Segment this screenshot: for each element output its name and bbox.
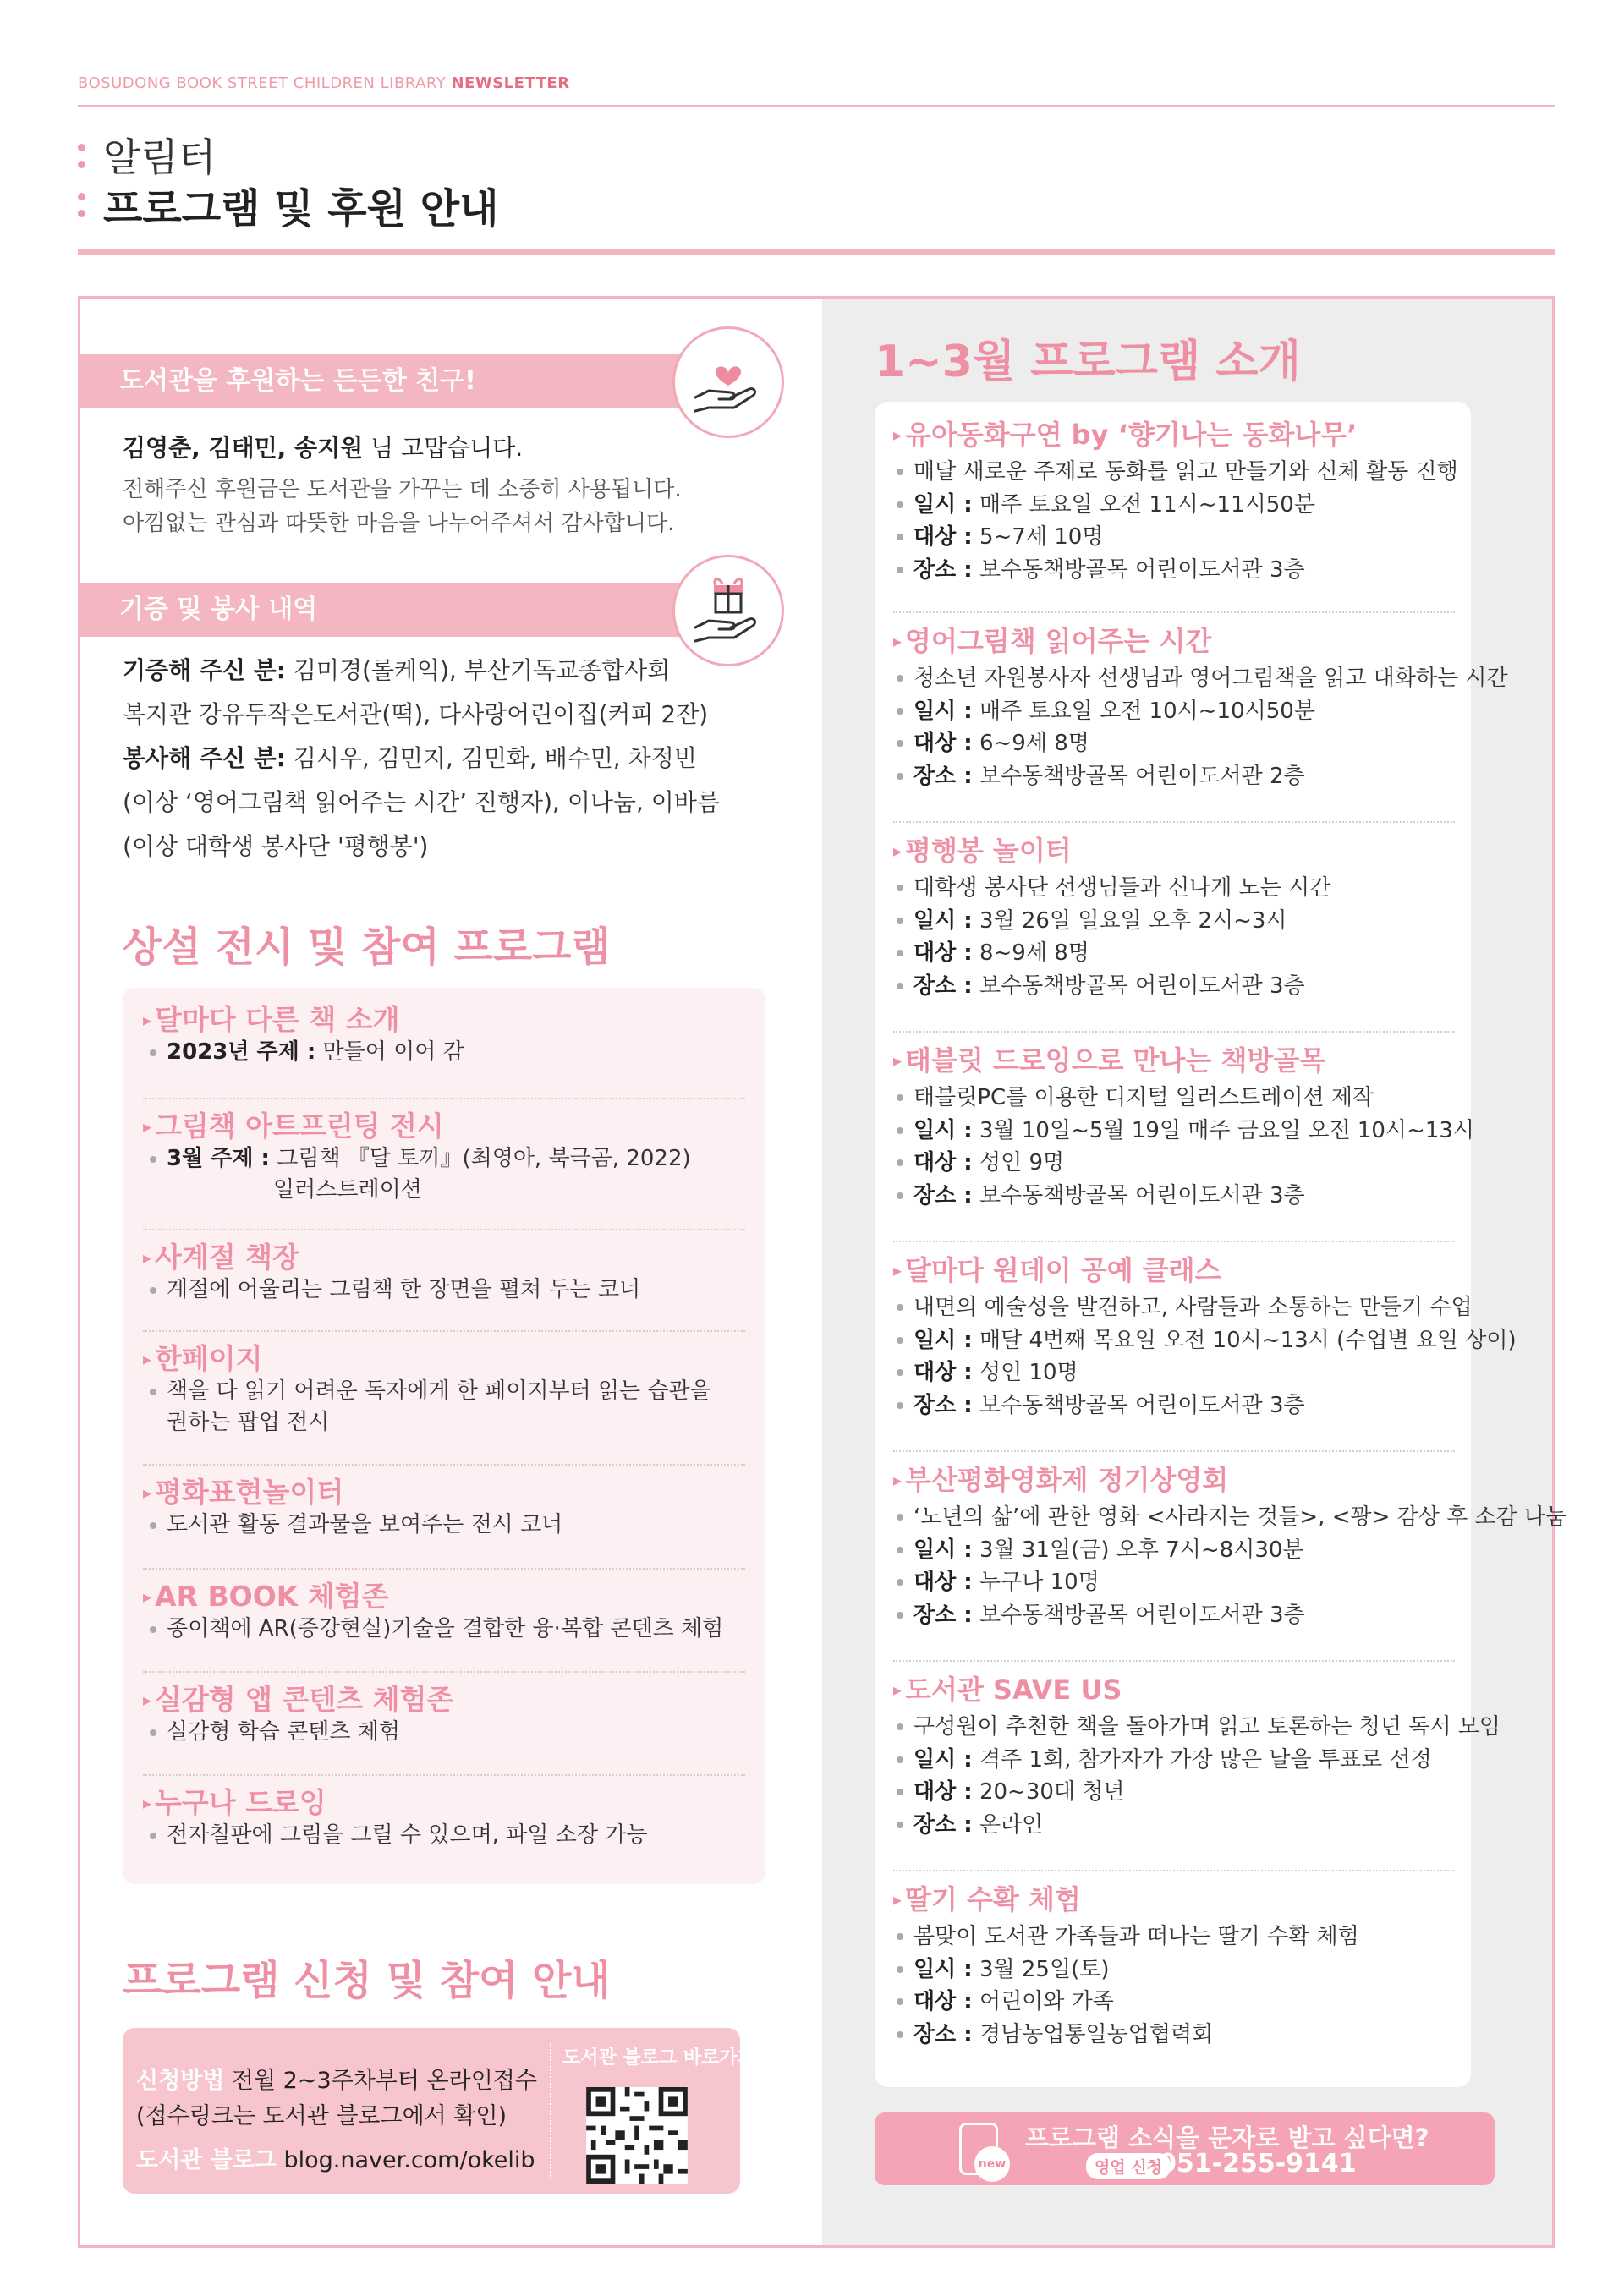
new-badge: new (974, 2146, 1010, 2182)
permanent-item (143, 1774, 745, 1851)
sms-subscribe-bar[interactable] (875, 2112, 1495, 2185)
program-desc: 구성원이 추천한 책을 돌아가며 읽고 토론하는 청년 독서 모임 (893, 1711, 1455, 1743)
program-item (893, 1031, 1475, 1212)
programs-heading: 1~3월 프로그램 소개 (875, 337, 1301, 387)
program-title: ▸ 태블릿 드로잉으로 만나는 책방골목 (893, 1044, 1326, 1077)
program-title: ▸ 평행봉 놀이터 (893, 835, 1072, 867)
permanent-item-title: ▸ 실감형 앱 콘텐츠 체험존 (143, 1683, 454, 1716)
main-frame (78, 296, 1567, 2248)
newsletter-label: BOSUDONG BOOK STREET CHILDREN LIBRARY NEWSLETTER (78, 74, 570, 92)
permanent-item (143, 1003, 745, 1068)
donations-band: 기증 및 봉사 내역 (80, 583, 740, 637)
program-item (893, 1241, 1517, 1422)
program-place: 장소 : 경남농업통일농업협력회 (893, 2019, 1455, 2051)
volunteers-line-3: (이상 대학생 봉사단 '평행봉') (123, 832, 429, 860)
program-desc: ‘노년의 삶’에 관한 영화 <사라지는 것들>, <꽝> 감상 후 소감 나눔 (893, 1501, 1455, 1533)
program-target: 대상 : 8~9세 8명 (893, 937, 1455, 969)
program-item (893, 419, 1458, 586)
program-item (893, 1450, 1567, 1631)
program-title: ▸ 유아동화구연 by ‘향기나는 동화나무’ (893, 419, 1358, 451)
page-title: 프로그램 및 후원 안내 (103, 185, 499, 233)
blog-link[interactable]: 도서관 블로그 blog.naver.com/okelib (136, 2147, 535, 2173)
program-target: 대상 : 누구나 10명 (893, 1566, 1455, 1598)
program-date: 일시 : 매주 토요일 오전 10시~10시50분 (893, 695, 1455, 727)
sms-headline: 프로그램 소식을 문자로 받고 싶다면? (1025, 2123, 1429, 2152)
program-place: 장소 : 보수동책방골목 어린이도서관 3층 (893, 1180, 1455, 1212)
volunteers-line-1: 봉사해 주신 분: 김시우, 김민지, 김민화, 배수민, 차정빈 (123, 744, 697, 772)
program-date: 일시 : 3월 10일~5월 19일 매주 금요일 오전 10시~13시 (893, 1115, 1455, 1147)
title-dot (78, 210, 85, 217)
triangle-icon: ▸ (893, 1050, 903, 1071)
program-target: 대상 : 성인 9명 (893, 1147, 1455, 1179)
triangle-icon: ▸ (143, 1793, 152, 1813)
program-date: 일시 : 3월 26일 일요일 오후 2시~3시 (893, 905, 1455, 937)
section-label: 알림터 (103, 134, 217, 180)
triangle-icon: ▸ (143, 1247, 152, 1268)
permanent-item-title: ▸ 누구나 드로잉 (143, 1786, 326, 1819)
permanent-item-desc: 실감형 학습 콘텐츠 체험 (143, 1717, 745, 1749)
program-target: 대상 : 성인 10명 (893, 1356, 1455, 1389)
triangle-icon: ▸ (143, 1690, 152, 1710)
qr-code-icon[interactable] (586, 2087, 688, 2184)
program-item (893, 1870, 1455, 2051)
program-title: ▸ 영어그림책 읽어주는 시간 (893, 625, 1212, 657)
triangle-icon: ▸ (893, 631, 903, 651)
permanent-item (143, 1568, 745, 1645)
blog-go-label: 도서관 블로그 바로가기 (562, 2047, 755, 2069)
sponsor-message-2: 아낌없는 관심과 따뜻한 마음을 나누어주셔서 감사합니다. (123, 511, 675, 536)
permanent-item-desc: 전자칠판에 그림을 그릴 수 있으며, 파일 소장 가능 (143, 1820, 745, 1852)
program-title: ▸ 달마다 원데이 공예 클래스 (893, 1254, 1221, 1286)
program-date: 일시 : 매달 4번째 목요일 오전 10시~13시 (수업별 요일 상이) (893, 1324, 1455, 1356)
program-target: 대상 : 6~9세 8명 (893, 727, 1455, 759)
triangle-icon: ▸ (143, 1482, 152, 1503)
permanent-item-title: ▸ 달마다 다른 책 소개 (143, 1003, 400, 1036)
title-dot (78, 193, 85, 200)
sponsor-names: 김영춘, 김태민, 송지원 (123, 434, 364, 462)
triangle-icon: ▸ (893, 1260, 903, 1280)
program-desc: 태블릿PC를 이용한 디지털 일러스트레이션 제작 (893, 1082, 1455, 1114)
apply-box (123, 2028, 755, 2194)
donors-line-1: 기증해 주신 분: 김미경(롤케익), 부산기독교종합사회 (123, 656, 671, 684)
permanent-item-desc: 종이책에 AR(증강현실)기술을 결합한 융·복합 콘텐츠 체험 (143, 1614, 745, 1646)
sponsors-band: 도서관을 후원하는 든든한 친구! (80, 354, 740, 408)
program-place: 장소 : 보수동책방골목 어린이도서관 3층 (893, 970, 1455, 1002)
programs-panel (822, 299, 1567, 2245)
triangle-icon: ▸ (143, 1586, 152, 1607)
apply-note: (접수링크는 도서관 블로그에서 확인) (136, 2103, 508, 2129)
heart-hand-icon (672, 326, 784, 438)
permanent-item-desc: 책을 다 읽기 어려운 독자에게 한 페이지부터 읽는 습관을 권하는 팝업 전시 (143, 1376, 745, 1439)
permanent-item (143, 1098, 745, 1207)
permanent-item-title: ▸ AR BOOK 체험존 (143, 1580, 389, 1613)
newsletter-suffix: NEWSLETTER (451, 74, 570, 92)
triangle-icon: ▸ (143, 1010, 152, 1030)
top-rule (78, 105, 1555, 107)
apply-divider (550, 2043, 551, 2178)
program-title: ▸ 딸기 수확 체험 (893, 1883, 1081, 1915)
programs-card (875, 402, 1567, 2087)
program-place: 장소 : 온라인 (893, 1809, 1455, 1841)
triangle-icon: ▸ (143, 1116, 152, 1137)
program-date: 일시 : 매주 토요일 오전 11시~11시50분 (893, 489, 1455, 521)
triangle-icon: ▸ (893, 425, 903, 445)
permanent-heading: 상설 전시 및 참여 프로그램 (123, 923, 611, 971)
volunteers-label: 봉사해 주신 분: (123, 744, 286, 772)
permanent-item (143, 1464, 745, 1541)
triangle-icon: ▸ (893, 1470, 903, 1490)
permanent-item-title: ▸ 그림책 아트프린팅 전시 (143, 1110, 444, 1143)
permanent-item (143, 1229, 745, 1306)
permanent-item-title: ▸ 한페이지 (143, 1342, 263, 1375)
permanent-item-title: ▸ 사계절 책장 (143, 1241, 299, 1274)
permanent-item (143, 1330, 745, 1439)
triangle-icon: ▸ (893, 1889, 903, 1910)
gift-hand-icon (672, 555, 784, 666)
title-dot (78, 161, 85, 168)
program-item (893, 611, 1508, 792)
program-desc: 청소년 자원봉사자 선생님과 영어그림책을 읽고 대화하는 시간 (893, 662, 1455, 694)
donors-line-2: 복지관 강유두작은도서관(떡), 다사랑어린이집(커피 2잔) (123, 700, 709, 728)
program-date: 일시 : 3월 25일(토) (893, 1954, 1455, 1986)
triangle-icon: ▸ (143, 1349, 152, 1369)
permanent-item-desc: 2023년 주제 : 만들어 이어 감 (143, 1037, 745, 1069)
program-title: ▸ 부산평화영화제 정기상영회 (893, 1464, 1229, 1496)
triangle-icon: ▸ (893, 841, 903, 861)
program-target: 대상 : 어린이와 가족 (893, 1986, 1455, 2018)
program-place: 장소 : 보수동책방골목 어린이도서관 3층 (893, 1389, 1455, 1422)
permanent-item-desc: 계절에 어울리는 그림책 한 장면을 펼쳐 두는 코너 (143, 1274, 745, 1307)
program-item (893, 1660, 1501, 1841)
program-desc: 대학생 봉사단 선생님들과 신나게 노는 시간 (893, 872, 1455, 904)
sms-pill: 영업 신청 (1086, 2153, 1171, 2179)
program-desc: 매달 새로운 주제로 동화를 읽고 만들기와 신체 활동 진행 (893, 456, 1455, 488)
permanent-box (123, 988, 765, 1884)
permanent-item (143, 1671, 745, 1748)
program-place: 장소 : 보수동책방골목 어린이도서관 3층 (893, 1599, 1455, 1631)
program-place: 장소 : 보수동책방골목 어린이도서관 2층 (893, 760, 1455, 792)
sponsor-message-1: 전해주신 후원금은 도서관을 가꾸는 데 소중히 사용됩니다. (123, 477, 682, 502)
program-title: ▸ 도서관 SAVE US (893, 1674, 1122, 1706)
program-target: 대상 : 5~7세 10명 (893, 521, 1455, 553)
program-item (893, 821, 1455, 1002)
title-rule (78, 249, 1555, 255)
donors-label: 기증해 주신 분: (123, 656, 286, 684)
program-desc: 봄맞이 도서관 가족들과 떠나는 딸기 수확 체험 (893, 1921, 1455, 1953)
program-desc: 내면의 예술성을 발견하고, 사람들과 소통하는 만들기 수업 (893, 1291, 1455, 1323)
apply-heading: 프로그램 신청 및 참여 안내 (123, 1957, 611, 2004)
program-date: 일시 : 격주 1회, 참가자가 가장 많은 날을 투표로 선정 (893, 1744, 1455, 1776)
program-place: 장소 : 보수동책방골목 어린이도서관 3층 (893, 554, 1455, 586)
volunteers-line-2: (이상 ‘영어그림책 읽어주는 시간’ 진행자), 이나눔, 이바름 (123, 788, 720, 816)
triangle-icon: ▸ (893, 1680, 903, 1700)
program-target: 대상 : 20~30대 청년 (893, 1776, 1455, 1808)
program-date: 일시 : 3월 31일(금) 오후 7시~8시30분 (893, 1534, 1455, 1566)
title-dot (78, 144, 85, 151)
permanent-item-desc: 3월 주제 : 그림책 『달 토끼』(최영아, 북극곰, 2022) 일러스트레이션 (143, 1143, 745, 1207)
sms-number: 051-255-9141 (1159, 2149, 1357, 2178)
permanent-item-title: ▸ 평화표현놀이터 (143, 1476, 344, 1509)
permanent-item-desc: 도서관 활동 결과물을 보여주는 전시 코너 (143, 1510, 745, 1542)
sponsor-thanks: 김영춘, 김태민, 송지원 님 고맙습니다. (123, 434, 524, 462)
apply-method: 신청방법 전월 2~3주차부터 온라인접수 (136, 2068, 537, 2094)
